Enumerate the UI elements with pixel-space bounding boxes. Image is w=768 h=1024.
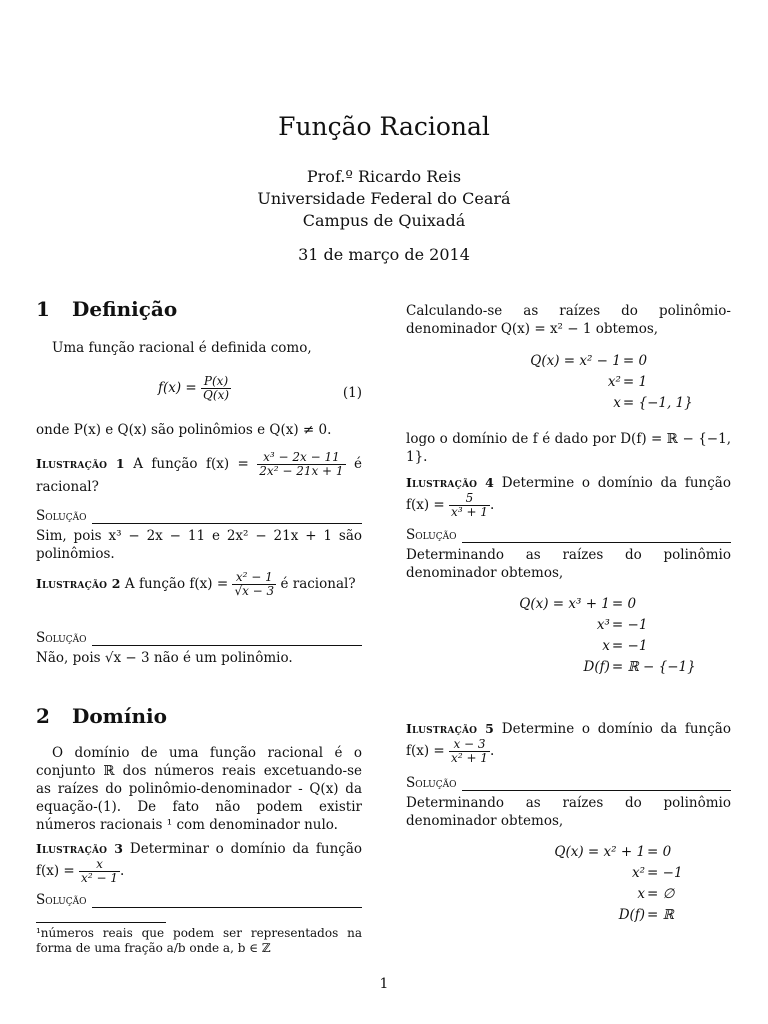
equation-rhs: = 0 [611, 596, 637, 612]
ilu2-denominator: √x − 3 [234, 584, 275, 598]
equation-rhs: = 0 [622, 353, 648, 369]
illustration-label: Ilustração 2 [36, 576, 121, 591]
eq1-lhs: f(x) = [158, 380, 202, 396]
illustration-2 [36, 571, 362, 598]
ilu4-fraction [449, 492, 490, 519]
equation-block-c [406, 842, 731, 926]
section-1-heading [36, 297, 362, 321]
equation-rhs: = ℝ − {−1} [611, 659, 696, 675]
equation-lhs: Q(x) = x² − 1 [530, 353, 621, 369]
equation-lhs: D(f) [583, 659, 610, 675]
ilu4-numerator: 5 [449, 492, 490, 506]
ilu3-denominator: x² − 1 [81, 871, 118, 885]
illustration-label: Ilustração 4 [406, 475, 495, 490]
illustration-text: . [119, 863, 125, 879]
equation-rhs: = −1 [647, 865, 683, 881]
definition-intro: Uma função racional é definida como, [52, 340, 312, 356]
solution-2-header [36, 630, 362, 646]
illustration-text: Determinar o domínio da função f(x) = [36, 841, 362, 879]
equation-lhs: x² [632, 865, 646, 881]
eq1-denominator: Q(x) [203, 388, 230, 402]
solution-rule [92, 897, 362, 908]
right-paragraph-3: Determinando as raízes do polinômio denominador obtemos, [406, 547, 731, 581]
illustration-text: Determine o domínio da função f(x) = [406, 721, 731, 759]
illustration-label: Ilustração 3 [36, 841, 124, 856]
date: 31 de março de 2014 [298, 245, 470, 264]
ilu4-denominator: x³ + 1 [451, 505, 488, 519]
align-block [506, 842, 731, 926]
align-block [492, 351, 731, 414]
eq1-numerator: P(x) [201, 375, 231, 389]
solution-rule [462, 780, 731, 791]
solution-rule [92, 635, 362, 646]
right-paragraph-1: Calculando-se as raízes do polinômio-denominador Q(x) = x² − 1 obtemos, [406, 303, 731, 337]
section-title: Domínio [72, 704, 167, 728]
section-2-heading [36, 704, 362, 728]
ilu5-numerator: x − 3 [449, 738, 490, 752]
illustration-1 [36, 451, 362, 496]
solution-label: Solução [406, 527, 457, 543]
right-paragraph-4: Determinando as raízes do polinômio denominador obtemos, [406, 795, 731, 829]
equation-block-b [406, 594, 731, 678]
section-number: 2 [36, 704, 50, 728]
affiliation: Universidade Federal do Ceará [257, 189, 511, 208]
section-title: Definição [72, 297, 178, 321]
solution-label: Solução [36, 892, 87, 908]
eq1-fraction [201, 375, 231, 402]
equation-rhs: = −1 [611, 617, 648, 633]
footnote-rule [36, 922, 166, 923]
ilu5-fraction [449, 738, 490, 765]
illustration-text: A função f(x) = [124, 456, 258, 472]
equation-rhs: = ∅ [647, 886, 675, 902]
solution-rule [462, 532, 731, 543]
illustration-label: Ilustração 5 [406, 721, 495, 736]
solution-rule [92, 513, 362, 524]
eq1-tag: (1) [342, 385, 362, 401]
solution-1-text: Sim, pois x³ − 2x − 11 e 2x² − 21x + 1 são polinômios. [36, 528, 362, 562]
equation-lhs: x³ [596, 617, 610, 633]
equation-lhs: x² [607, 374, 621, 390]
equation-lhs: D(f) [618, 907, 646, 923]
footnote: ¹números reais que podem ser representados na forma de uma fração a/b onde a, b ∈ ℤ [36, 926, 362, 955]
ilu2-numerator: x² − 1 [232, 571, 276, 585]
solution-5-header [406, 775, 731, 791]
illustration-text: . [489, 743, 495, 759]
equation-lhs: x [602, 638, 610, 654]
ilu1-denominator: 2x² − 21x + 1 [259, 464, 344, 478]
solution-label: Solução [406, 775, 457, 791]
definition-remark: onde P(x) e Q(x) são polinômios e Q(x) ≠ 0. [36, 422, 332, 438]
equation-rhs: = 0 [647, 844, 672, 860]
equation-rhs: = ℝ [647, 907, 674, 923]
illustration-4 [406, 474, 731, 519]
illustration-3 [36, 840, 362, 885]
domain-paragraph: O domínio de uma função racional é o conjunto ℝ dos números reais excetuando-se as raízes do polinômio-denominador - Q(x) da equação-(1). De fato não podem existir números racionais ¹ com denominador nulo. [36, 745, 362, 833]
solution-4-header [406, 527, 731, 543]
illustration-5 [406, 720, 731, 765]
equation-rhs: = −1 [611, 638, 648, 654]
section-number: 1 [36, 297, 50, 321]
ilu1-fraction [257, 451, 345, 478]
equation-1 [36, 373, 362, 413]
equation-lhs: x [637, 886, 646, 902]
illustration-text: . [489, 497, 495, 513]
equation-block-a [406, 351, 731, 414]
campus: Campus de Quixadá [302, 211, 466, 230]
paper-title: Função Racional [278, 112, 490, 141]
illustration-question: é racional? [276, 576, 356, 592]
ilu3-numerator: x [79, 858, 120, 872]
ilu5-denominator: x² + 1 [451, 751, 488, 765]
author: Prof.º Ricardo Reis [306, 167, 462, 186]
equation-lhs: Q(x) = x³ + 1 [519, 596, 610, 612]
ilu2-fraction [232, 571, 276, 598]
ilu3-fraction [79, 858, 120, 885]
equation-rhs: = {−1, 1} [622, 395, 693, 411]
equation-lhs: x [613, 395, 621, 411]
solution-label: Solução [36, 630, 87, 646]
ilu1-numerator: x³ − 2x − 11 [257, 451, 345, 465]
solution-1-header [36, 508, 362, 524]
equation-rhs: = 1 [622, 374, 648, 390]
align-block [484, 594, 731, 678]
illustration-text: Determine o domínio da função f(x) = [406, 475, 731, 513]
solution-2-text: Não, pois √x − 3 não é um polinômio. [36, 650, 293, 666]
solution-3-header [36, 892, 362, 908]
illustration-question: é racional? [36, 456, 362, 495]
illustration-text: A função f(x) = [120, 576, 233, 592]
equation-lhs: Q(x) = x² + 1 [554, 844, 646, 860]
illustration-label: Ilustração 1 [36, 456, 125, 471]
right-paragraph-2: logo o domínio de f é dado por D(f) = ℝ − {−1, 1}. [406, 431, 731, 465]
solution-label: Solução [36, 508, 87, 524]
page-number: 1 [379, 976, 389, 992]
